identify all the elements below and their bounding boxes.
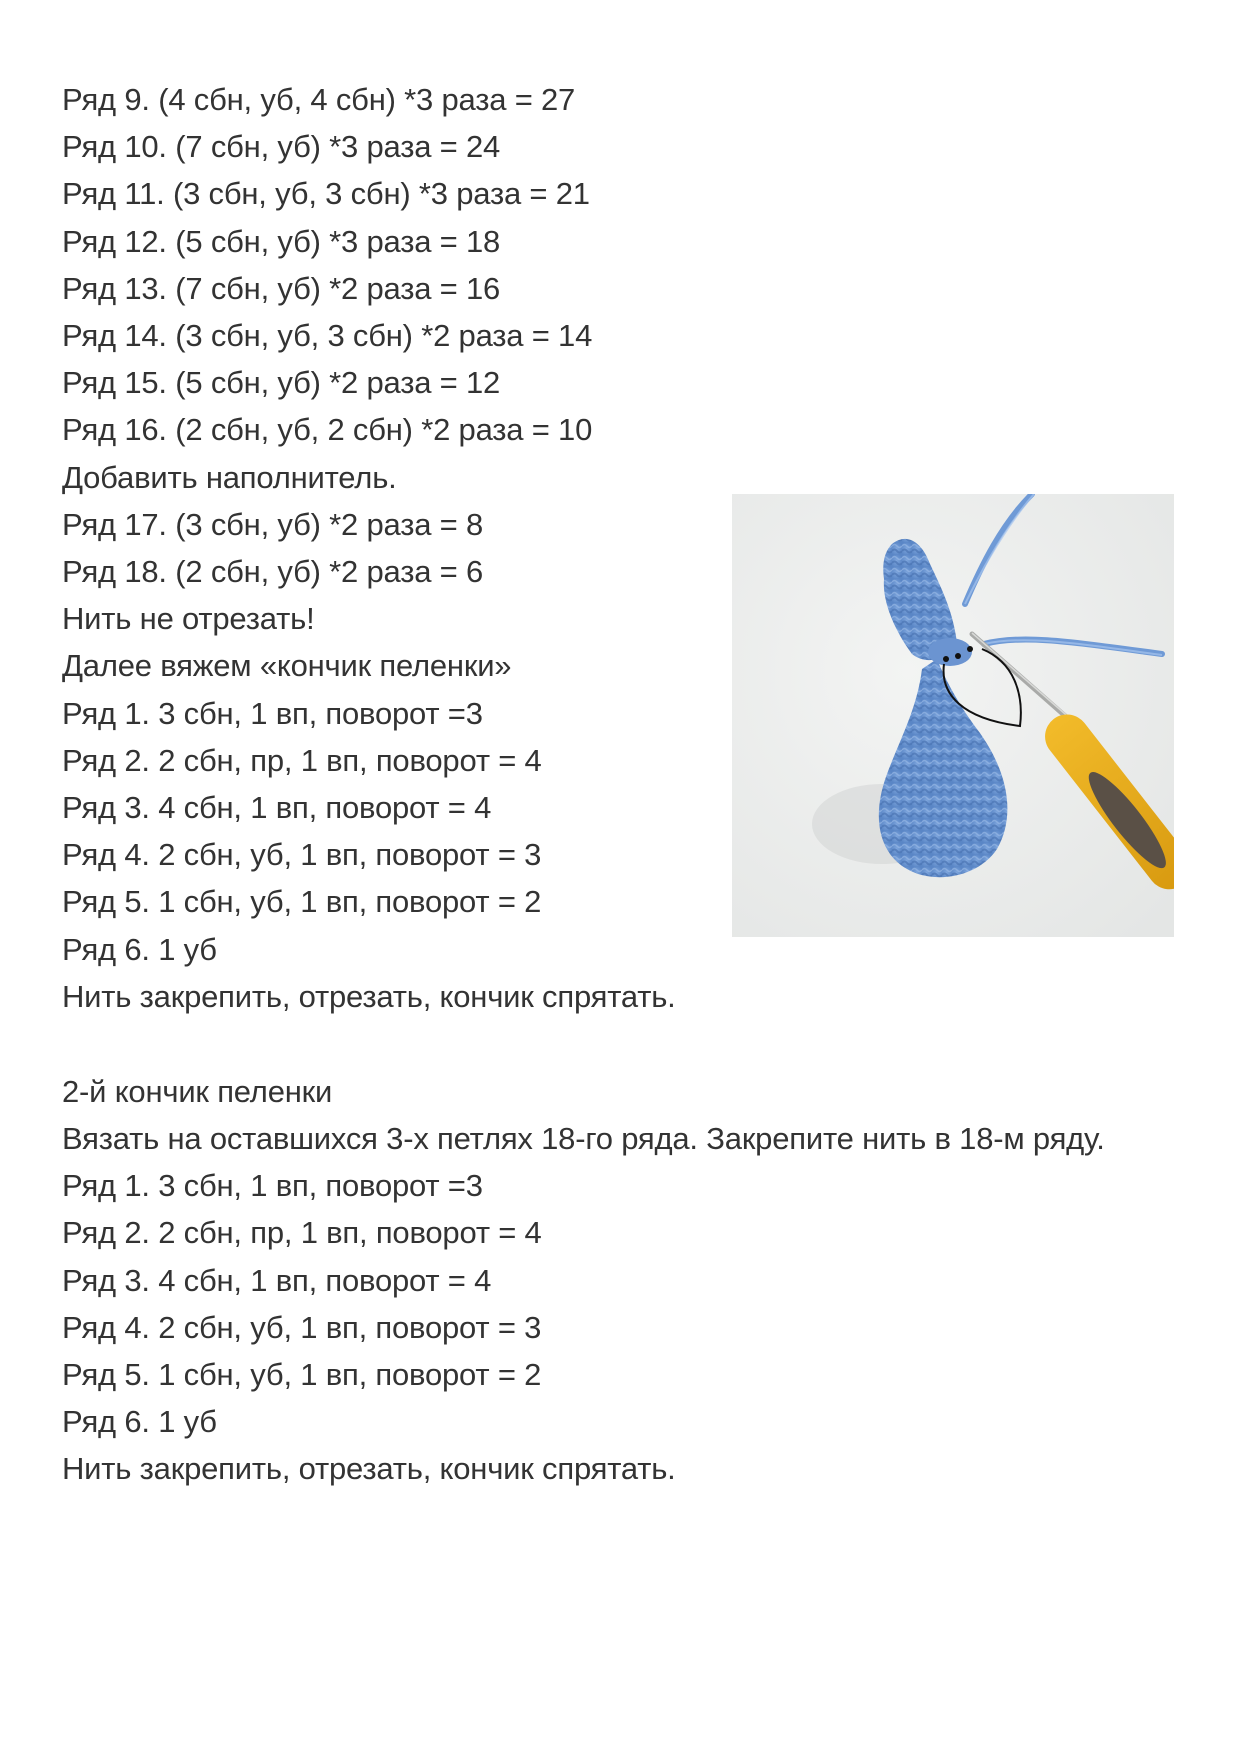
section-intro: Вязать на оставшихся 3-х петлях 18-го ряда. Закрепите нить в 18-м ряду. bbox=[62, 1121, 1105, 1157]
pattern-row: Ряд 18. (2 сбн, уб) *2 раза = 6 bbox=[62, 554, 484, 590]
pattern-subheading: Далее вяжем «кончик пеленки» bbox=[62, 648, 512, 684]
pattern-row: Ряд 5. 1 сбн, уб, 1 вп, поворот = 2 bbox=[62, 1357, 542, 1393]
pattern-row: Ряд 6. 1 уб bbox=[62, 931, 217, 967]
crochet-photo bbox=[732, 494, 1174, 937]
stitch-marker-dot bbox=[967, 646, 973, 652]
pattern-row: Ряд 11. (3 сбн, уб, 3 сбн) *3 раза = 21 bbox=[62, 176, 590, 212]
pattern-row: Ряд 4. 2 сбн, уб, 1 вп, поворот = 3 bbox=[62, 1309, 542, 1345]
pattern-row: Ряд 2. 2 сбн, пр, 1 вп, поворот = 4 bbox=[62, 1215, 542, 1251]
pattern-row: Ряд 5. 1 сбн, уб, 1 вп, поворот = 2 bbox=[62, 884, 542, 920]
pattern-row: Ряд 14. (3 сбн, уб, 3 сбн) *2 раза = 14 bbox=[62, 318, 593, 354]
pattern-row: Ряд 9. (4 сбн, уб, 4 сбн) *3 раза = 27 bbox=[62, 82, 576, 117]
pattern-instruction: Нить закрепить, отрезать, кончик спрятать. bbox=[62, 978, 676, 1014]
pattern-row: Ряд 17. (3 сбн, уб) *2 раза = 8 bbox=[62, 506, 484, 542]
pattern-row: Ряд 1. 3 сбн, 1 вп, поворот =3 bbox=[62, 1168, 483, 1204]
pattern-row: Ряд 10. (7 сбн, уб) *3 раза = 24 bbox=[62, 129, 501, 165]
pattern-row: Ряд 4. 2 сбн, уб, 1 вп, поворот = 3 bbox=[62, 837, 542, 873]
pattern-instruction: Нить закрепить, отрезать, кончик спрятать. bbox=[62, 1451, 676, 1487]
pattern-row: Ряд 3. 4 сбн, 1 вп, поворот = 4 bbox=[62, 790, 492, 826]
pattern-instruction: Нить не отрезать! bbox=[62, 601, 315, 637]
pattern-row: Ряд 2. 2 сбн, пр, 1 вп, поворот = 4 bbox=[62, 742, 542, 778]
section-heading: 2-й кончик пеленки bbox=[62, 1074, 333, 1110]
pattern-row: Ряд 6. 1 уб bbox=[62, 1404, 217, 1440]
pattern-row: Ряд 12. (5 сбн, уб) *3 раза = 18 bbox=[62, 223, 501, 259]
stitch-marker-dot bbox=[943, 656, 949, 662]
pattern-row: Ряд 1. 3 сбн, 1 вп, поворот =3 bbox=[62, 695, 483, 731]
pattern-row: Ряд 16. (2 сбн, уб, 2 сбн) *2 раза = 10 bbox=[62, 412, 593, 448]
pattern-row: Ряд 3. 4 сбн, 1 вп, поворот = 4 bbox=[62, 1262, 492, 1298]
crochet-illustration bbox=[732, 494, 1174, 937]
pattern-instruction: Добавить наполнитель. bbox=[62, 459, 397, 495]
pattern-row: Ряд 13. (7 сбн, уб) *2 раза = 16 bbox=[62, 270, 501, 306]
stitch-marker-dot bbox=[955, 653, 961, 659]
pattern-row: Ряд 15. (5 сбн, уб) *2 раза = 12 bbox=[62, 365, 501, 401]
section-gap bbox=[62, 1020, 1142, 1068]
